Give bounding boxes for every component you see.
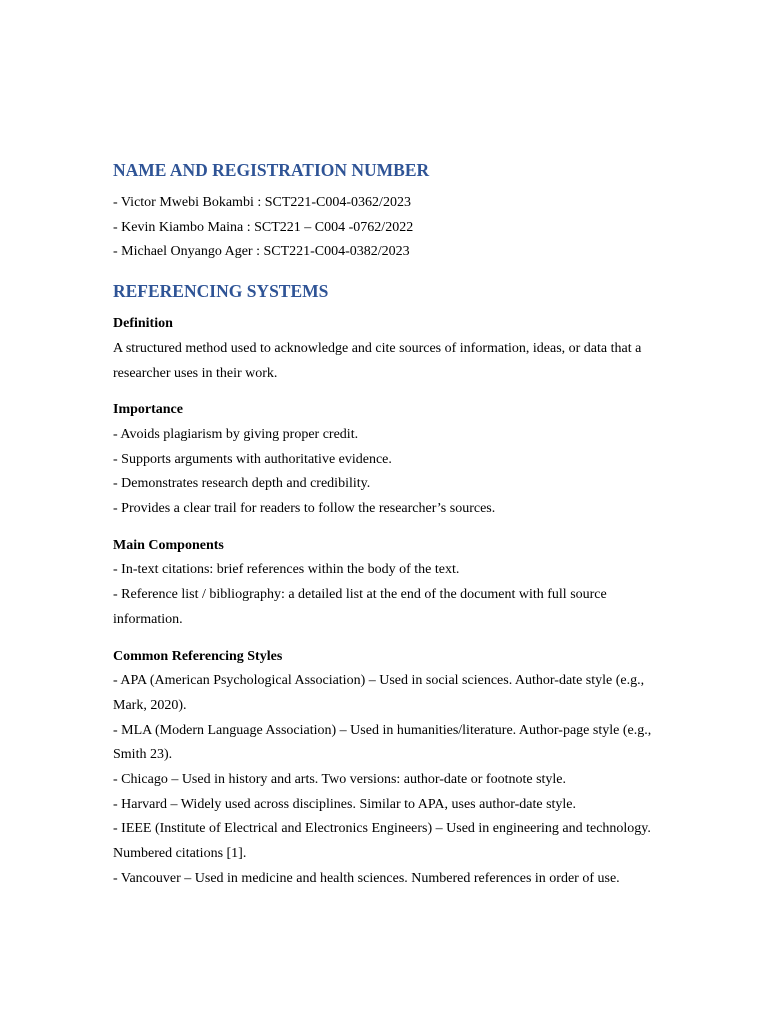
definition-text: A structured method used to acknowledge and cite sources of information, ideas, or data that a researcher uses in their work. — [113, 340, 642, 381]
member-item: - Victor Mwebi Bokambi : SCT221-C004-0362/2023 — [113, 195, 411, 210]
document-page — [113, 158, 658, 904]
names-heading: NAME AND REGISTRATION NUMBER — [113, 160, 430, 180]
list-item: - Chicago – Used in history and arts. Two versions: author-date or footnote style. — [113, 772, 567, 788]
list-item: - In-text citations: brief references within the body of the text. — [113, 562, 460, 578]
member-item: - Michael Onyango Ager : SCT221-C004-0382/2023 — [113, 244, 410, 260]
styles-list — [113, 669, 658, 891]
list-item: - IEEE (Institute of Electrical and Electronics Engineers) – Used in engineering and technology. Numbered citations [1]. — [113, 821, 651, 862]
list-item: - Supports arguments with authoritative evidence. — [113, 451, 392, 467]
importance-section — [113, 398, 658, 522]
definition-title: Definition — [113, 316, 173, 332]
referencing-heading: REFERENCING SYSTEMS — [113, 281, 329, 302]
members-list — [113, 191, 658, 265]
definition-section — [113, 312, 658, 386]
list-item: - Harvard – Widely used across disciplines. Similar to APA, uses author-date style. — [113, 796, 577, 812]
styles-section — [113, 645, 658, 892]
list-item: - Reference list / bibliography: a detailed list at the end of the document with full source information. — [113, 587, 607, 627]
list-item: - MLA (Modern Language Association) – Used in humanities/literature. Author-page style (e.g., Smith 23). — [113, 722, 652, 763]
list-item: - Provides a clear trail for readers to follow the researcher’s sources. — [113, 501, 496, 517]
components-section — [113, 534, 658, 633]
list-item: - Vancouver – Used in medicine and health sciences. Numbered references in order of use. — [113, 870, 620, 886]
member-item: - Kevin Kiambo Maina : SCT221 – C004 -0762/2022 — [113, 219, 414, 235]
components-title: Main Components — [113, 537, 224, 553]
importance-title: Importance — [113, 402, 183, 418]
list-item: - APA (American Psychological Association) – Used in social sciences. Author-date style (e.g., Mark, 2020). — [113, 673, 645, 713]
importance-list — [113, 423, 658, 522]
list-item: - Demonstrates research depth and credibility. — [113, 476, 371, 492]
styles-title: Common Referencing Styles — [113, 648, 283, 664]
components-list — [113, 558, 658, 632]
list-item: - Avoids plagiarism by giving proper credit. — [113, 426, 359, 442]
